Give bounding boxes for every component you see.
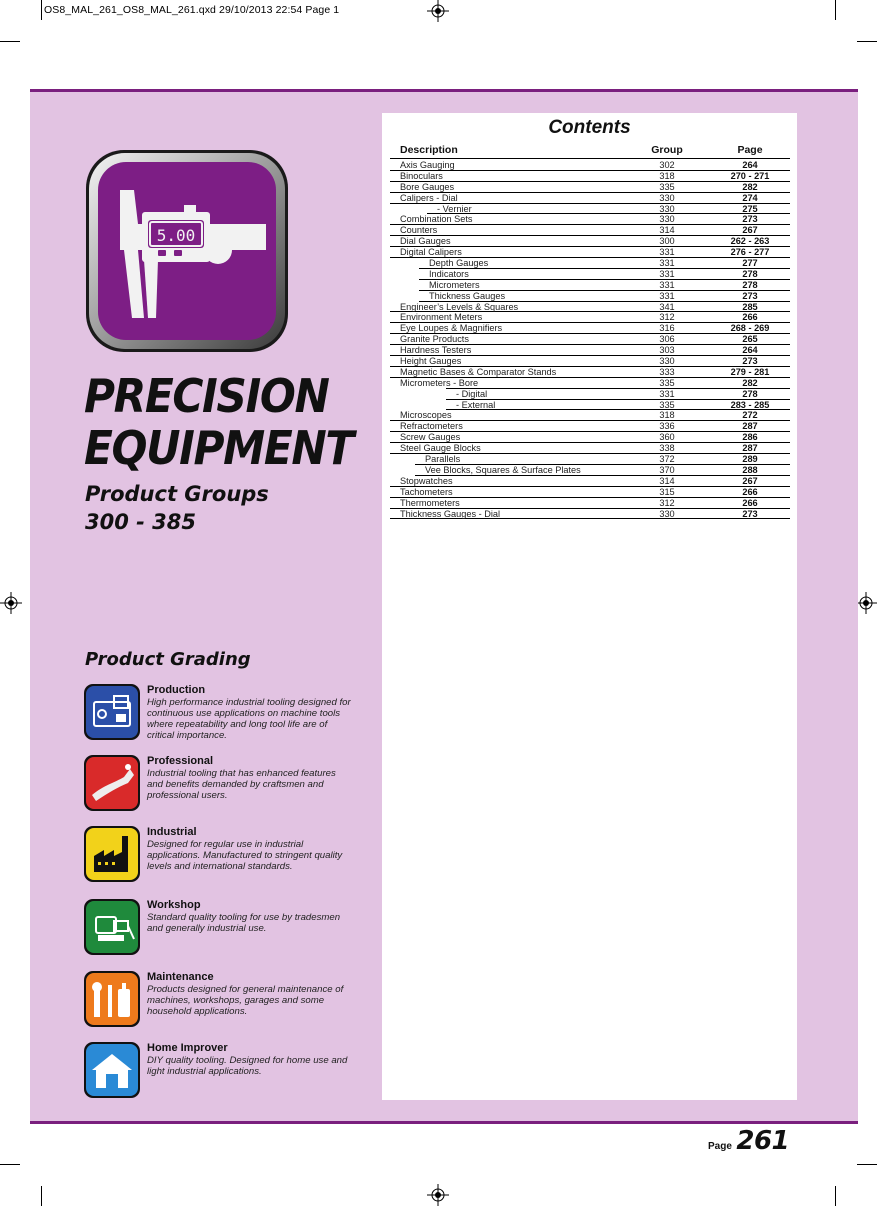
grade-description: Products designed for general maintenance of machines, workshops, garages and some household applications.	[147, 984, 344, 1017]
registration-mark-icon	[427, 0, 449, 22]
row-group: 314	[659, 475, 675, 486]
table-row	[390, 465, 790, 476]
crop-mark	[835, 0, 836, 20]
row-page: 273	[742, 508, 758, 519]
crop-mark	[835, 1186, 836, 1206]
row-page: 268 - 269	[730, 323, 770, 334]
grade-description: Designed for regular use in industrial applications. Manufactured to stringent quality levels and international standards.	[147, 839, 343, 872]
table-row	[390, 160, 790, 171]
table-row	[390, 204, 790, 215]
row-description: Environment Meters	[400, 312, 483, 323]
row-page: 265	[742, 334, 758, 345]
row-page: 287	[742, 421, 758, 432]
row-description: - Vernier	[437, 203, 472, 214]
table-row	[390, 280, 790, 291]
factory-icon	[84, 826, 140, 882]
row-description: - External	[456, 399, 496, 410]
row-page: 289	[742, 454, 758, 465]
crop-mark	[41, 0, 42, 20]
crop-mark	[0, 41, 20, 42]
row-description: Engineer’s Levels & Squares	[400, 301, 519, 312]
row-page: 270 - 271	[730, 170, 770, 181]
row-page: 273	[742, 214, 758, 225]
table-row	[390, 509, 790, 520]
row-group: 312	[659, 497, 675, 508]
digital-caliper-icon	[86, 150, 288, 352]
row-description: Tachometers	[400, 486, 453, 497]
row-description: Height Gauges	[400, 356, 462, 367]
table-row	[390, 454, 790, 465]
row-group: 341	[659, 301, 675, 312]
table-row	[390, 443, 790, 454]
caliper-display: 5.00	[156, 226, 196, 245]
row-description: Screw Gauges	[400, 432, 461, 443]
row-group: 318	[659, 410, 675, 421]
row-group: 330	[659, 508, 675, 519]
row-group: 300	[659, 236, 675, 247]
crop-mark	[0, 1164, 20, 1165]
row-page: 264	[742, 160, 758, 170]
table-row	[390, 312, 790, 323]
grade-description: Industrial tooling that has enhanced features and benefits demanded by craftsmen and professional users.	[147, 768, 336, 801]
page-number-value: 261	[736, 1126, 790, 1156]
crop-mark	[857, 41, 877, 42]
grade-description: High performance industrial tooling designed for continuous use applications on machine tools where repeatability and long tool life are of critical importance.	[147, 697, 351, 741]
row-description: Parallels	[425, 454, 461, 465]
row-description: Hardness Testers	[400, 345, 472, 356]
grade-name: Maintenance	[147, 971, 214, 983]
row-page: 275	[742, 203, 758, 214]
grading-heading: Product Grading	[85, 649, 251, 670]
row-group: 330	[659, 192, 675, 203]
table-row	[390, 378, 790, 389]
row-page: 262 - 263	[730, 236, 770, 247]
table-row	[390, 498, 790, 509]
subtitle-line-1: Product Groups	[85, 482, 269, 506]
row-page: 278	[742, 388, 758, 399]
row-description: Magnetic Bases & Comparator Stands	[400, 366, 557, 377]
grade-description: Standard quality tooling for use by tradesmen and generally industrial use.	[147, 912, 341, 934]
table-row	[390, 193, 790, 204]
wrench-icon	[84, 755, 140, 811]
row-group: 314	[659, 225, 675, 236]
table-row	[390, 432, 790, 443]
table-row	[390, 258, 790, 269]
row-description: Micrometers	[429, 279, 480, 290]
table-row	[390, 389, 790, 400]
row-page: 267	[742, 475, 758, 486]
row-page: 276 - 277	[730, 247, 770, 258]
table-row	[390, 171, 790, 182]
row-description: Axis Gauging	[400, 160, 455, 170]
row-page: 273	[742, 290, 758, 301]
row-page: 274	[742, 192, 758, 203]
row-group: 331	[659, 279, 675, 290]
table-row	[390, 356, 790, 367]
row-description: - Digital	[456, 388, 488, 399]
title-line-2: EQUIPMENT	[84, 421, 353, 475]
table-row	[390, 410, 790, 421]
page-label: Page	[708, 1141, 732, 1152]
row-page: 287	[742, 443, 758, 454]
table-row	[390, 236, 790, 247]
row-page: 282	[742, 181, 758, 192]
row-description: Depth Gauges	[429, 258, 489, 269]
row-page: 285	[742, 301, 758, 312]
row-description: Counters	[400, 225, 438, 236]
row-group: 360	[659, 432, 675, 443]
row-group: 306	[659, 334, 675, 345]
table-row	[390, 182, 790, 193]
row-page: 266	[742, 486, 758, 497]
row-description: Calipers - Dial	[400, 192, 458, 203]
row-page: 278	[742, 268, 758, 279]
contents-table-header	[390, 144, 790, 159]
row-description: Granite Products	[400, 334, 469, 345]
contents-panel	[382, 113, 797, 1100]
row-page: 278	[742, 279, 758, 290]
table-row	[390, 421, 790, 432]
page-subtitle	[85, 480, 269, 536]
page-number	[708, 1126, 789, 1156]
row-page: 279 - 281	[730, 366, 770, 377]
row-group: 302	[659, 160, 675, 170]
production-machine-icon	[84, 684, 140, 740]
table-row	[390, 345, 790, 356]
row-group: 312	[659, 312, 675, 323]
row-description: Stopwatches	[400, 475, 453, 486]
grade-name: Home Improver	[147, 1042, 228, 1054]
row-description: Thickness Gauges - Dial	[400, 508, 501, 519]
row-page: 267	[742, 225, 758, 236]
row-group: 330	[659, 356, 675, 367]
row-page: 282	[742, 377, 758, 388]
row-page: 266	[742, 312, 758, 323]
vice-icon	[84, 899, 140, 955]
row-group: 331	[659, 247, 675, 258]
row-group: 330	[659, 203, 675, 214]
row-description: Dial Gauges	[400, 236, 451, 247]
grade-name: Production	[147, 684, 206, 696]
table-row	[390, 476, 790, 487]
crop-mark	[41, 1186, 42, 1206]
row-page: 264	[742, 345, 758, 356]
table-row	[390, 269, 790, 280]
row-description: Eye Loupes & Magnifiers	[400, 323, 503, 334]
row-description: Microscopes	[400, 410, 452, 421]
row-group: 333	[659, 366, 675, 377]
row-group: 335	[659, 377, 675, 388]
row-description: Micrometers - Bore	[400, 377, 479, 388]
house-icon	[84, 1042, 140, 1098]
table-row	[390, 367, 790, 378]
table-row	[390, 400, 790, 411]
row-page: 272	[742, 410, 758, 421]
grade-name: Professional	[147, 755, 214, 767]
row-group: 316	[659, 323, 675, 334]
row-description: Indicators	[429, 268, 469, 279]
row-description: Digital Calipers	[400, 247, 462, 258]
row-description: Steel Gauge Blocks	[400, 443, 481, 454]
row-page: 266	[742, 497, 758, 508]
row-page: 288	[742, 464, 758, 475]
row-group: 315	[659, 486, 675, 497]
print-slug: OS8_MAL_261_OS8_MAL_261.qxd 29/10/2013 22:54 Page 1	[44, 4, 340, 16]
crop-mark	[857, 1164, 877, 1165]
contents-table-body	[390, 160, 790, 519]
row-group: 303	[659, 345, 675, 356]
row-page: 286	[742, 432, 758, 443]
title-line-1: PRECISION	[84, 369, 329, 423]
row-description: Refractometers	[400, 421, 463, 432]
row-description: Bore Gauges	[400, 181, 455, 192]
table-row	[390, 487, 790, 498]
row-group: 331	[659, 290, 675, 301]
grade-description: DIY quality tooling. Designed for home use and light industrial applications.	[147, 1055, 348, 1077]
row-page: 273	[742, 356, 758, 367]
row-group: 318	[659, 170, 675, 181]
header-page: Page	[737, 144, 763, 156]
table-row	[390, 334, 790, 345]
grade-name: Industrial	[147, 826, 197, 838]
header-group: Group	[651, 144, 683, 156]
row-description: Thermometers	[400, 497, 460, 508]
panel-bottom-rule	[30, 1121, 858, 1124]
table-row	[390, 323, 790, 334]
maintenance-tools-icon	[84, 971, 140, 1027]
row-group: 372	[659, 454, 675, 465]
page-title	[84, 370, 353, 474]
table-row	[390, 214, 790, 225]
registration-mark-icon	[0, 592, 22, 614]
row-description: Combination Sets	[400, 214, 473, 225]
row-page: 277	[742, 258, 758, 269]
header-description: Description	[400, 144, 458, 156]
table-row	[390, 247, 790, 258]
row-group: 331	[659, 268, 675, 279]
registration-mark-icon	[427, 1184, 449, 1206]
table-row	[390, 291, 790, 302]
registration-mark-icon	[855, 592, 877, 614]
row-group: 370	[659, 464, 675, 475]
row-group: 331	[659, 388, 675, 399]
row-description: Vee Blocks, Squares & Surface Plates	[425, 464, 581, 475]
row-page: 283 - 285	[730, 399, 770, 410]
row-group: 335	[659, 399, 675, 410]
row-group: 336	[659, 421, 675, 432]
table-row	[390, 225, 790, 236]
row-group: 338	[659, 443, 675, 454]
row-group: 331	[659, 258, 675, 269]
grade-name: Workshop	[147, 899, 201, 911]
row-group: 330	[659, 214, 675, 225]
row-description: Binoculars	[400, 170, 443, 181]
table-row	[390, 302, 790, 313]
subtitle-line-2: 300 - 385	[85, 510, 197, 534]
row-group: 335	[659, 181, 675, 192]
row-description: Thickness Gauges	[429, 290, 506, 301]
contents-title: Contents	[548, 117, 631, 138]
